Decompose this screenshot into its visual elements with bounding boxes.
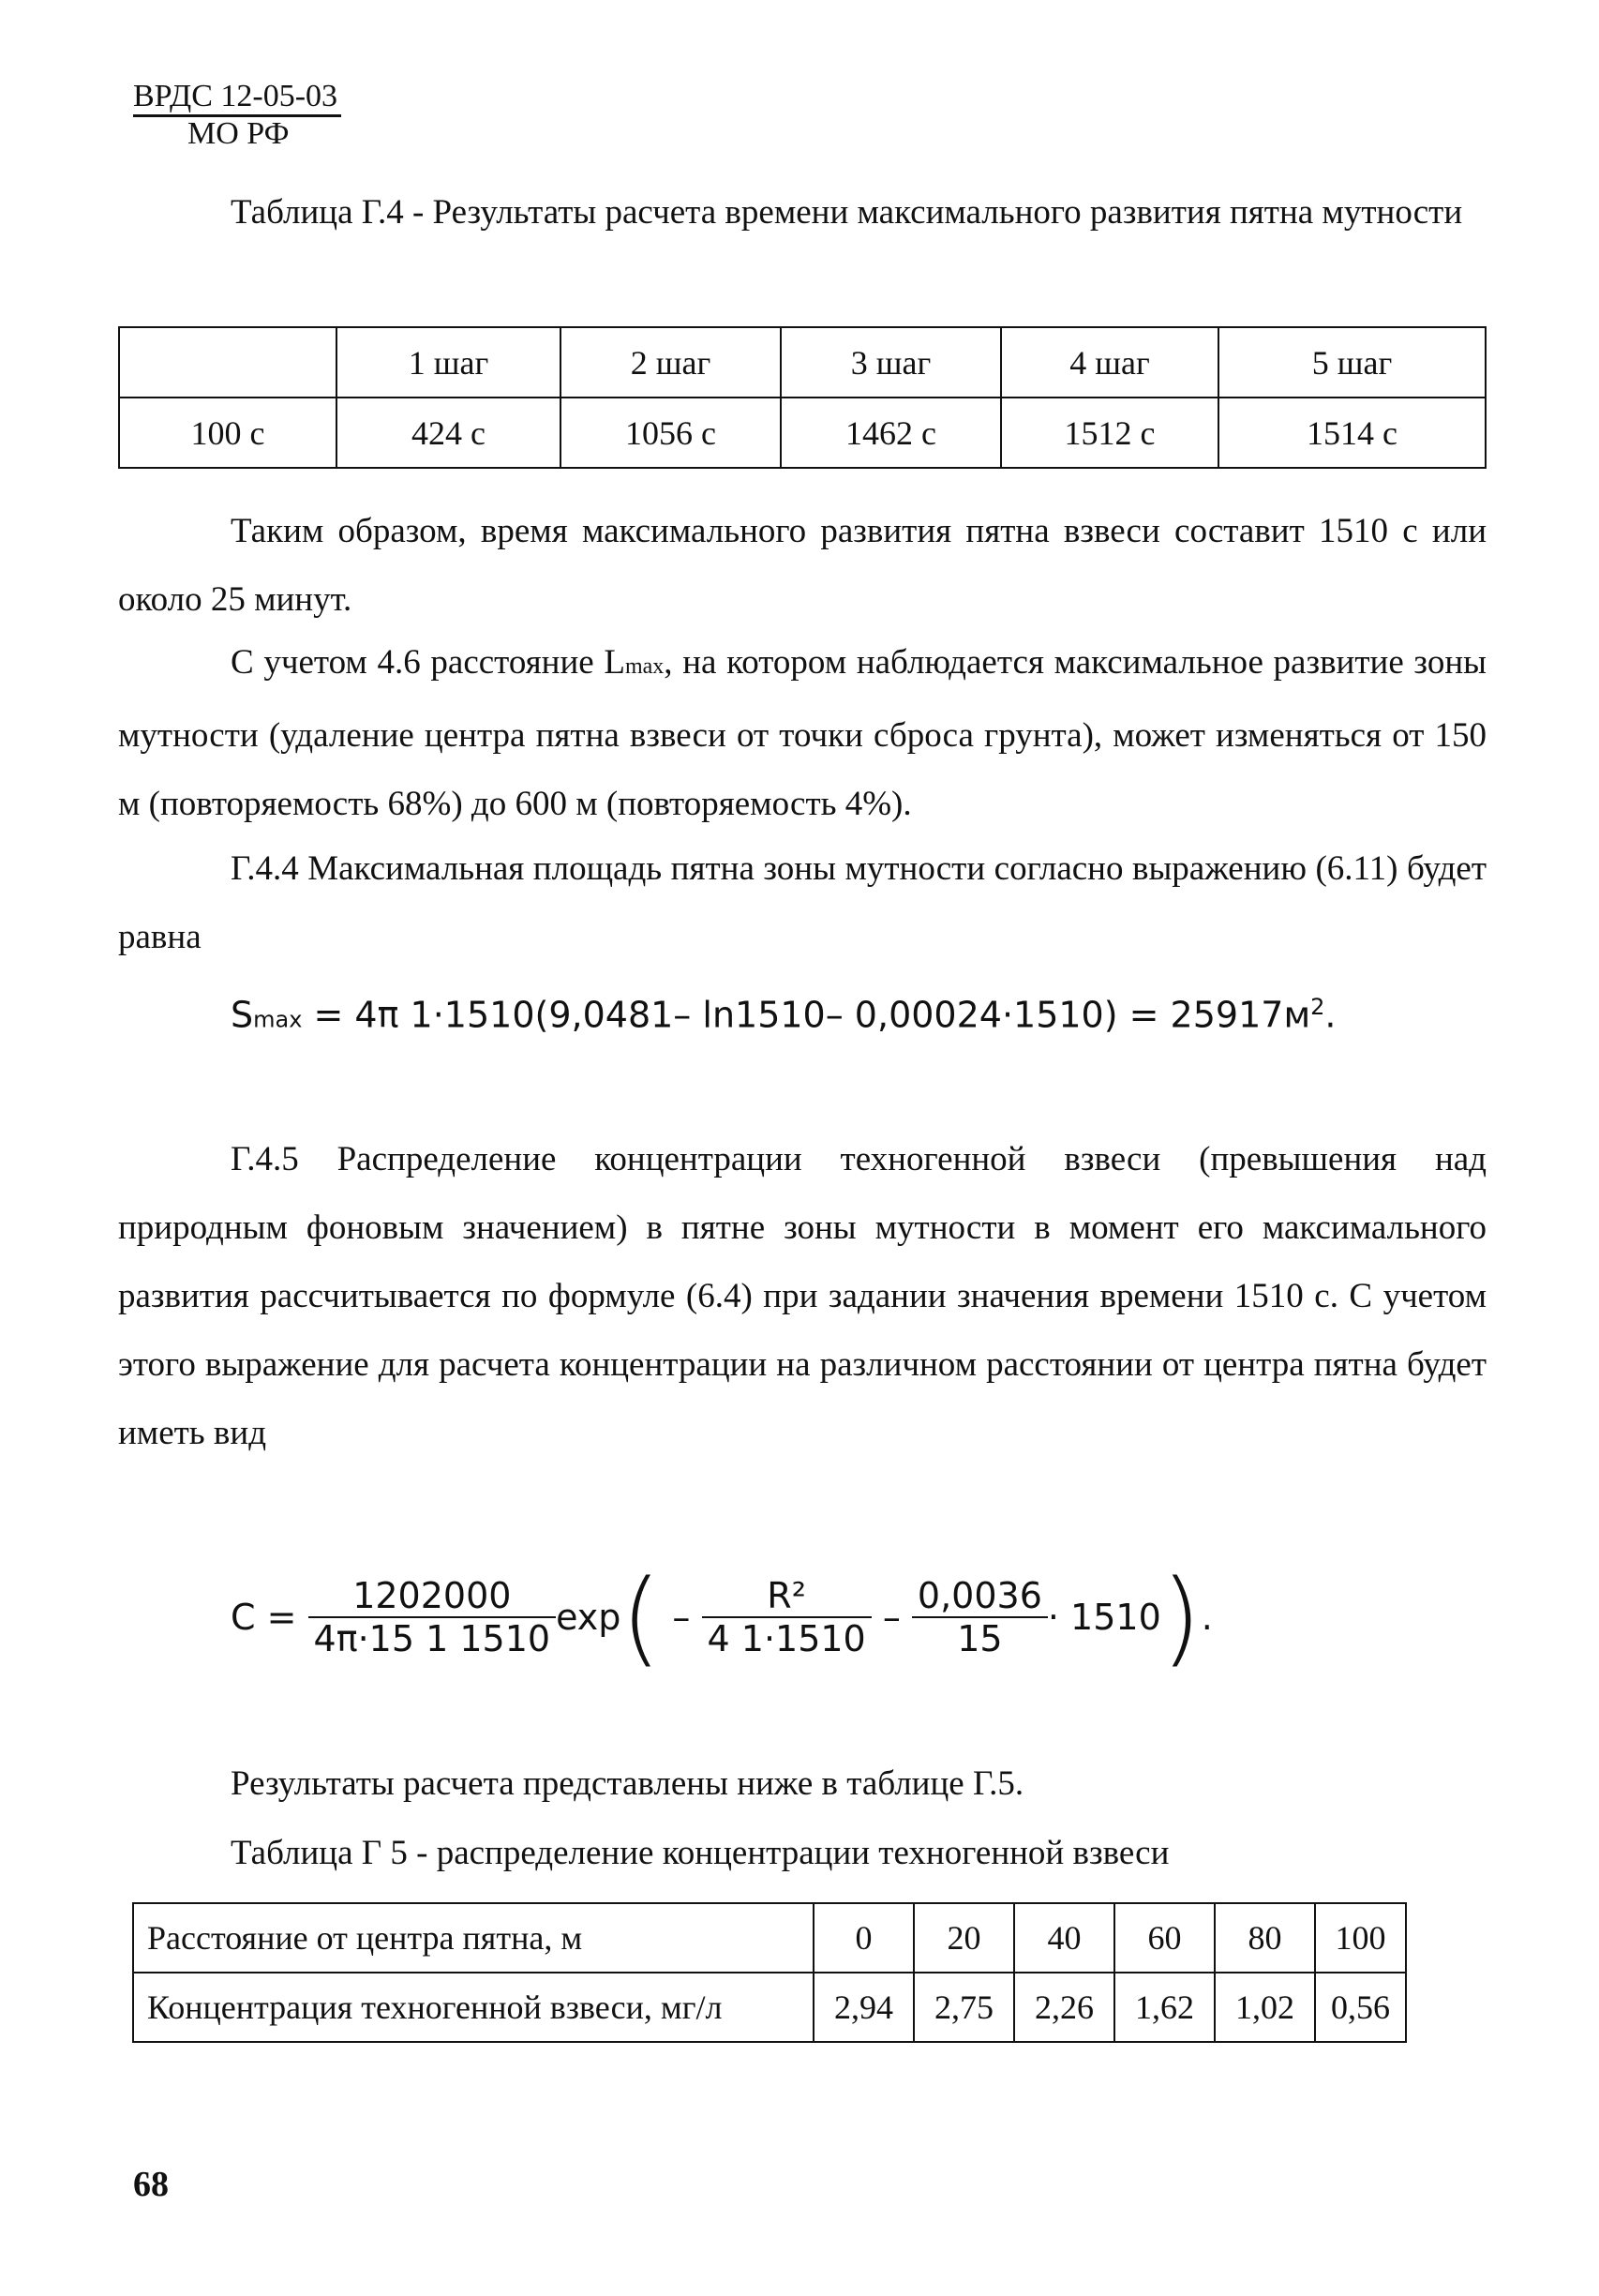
formula-tail: .	[1201, 1597, 1213, 1638]
numerator: 1202000	[308, 1575, 557, 1618]
formula-area	[231, 994, 1337, 1036]
table4-caption: Таблица Г.4 - Результаты расчета времени максимального развития пятна мутности	[231, 193, 1463, 232]
table-cell: 424 с	[336, 398, 560, 468]
table-cell: 1056 с	[560, 398, 781, 468]
fraction	[308, 1575, 557, 1659]
formula-subscript: max	[253, 1006, 303, 1033]
formula-lhs: C =	[231, 1597, 297, 1638]
table-cell: 0,56	[1315, 1973, 1406, 2042]
denominator: 15	[957, 1618, 1003, 1659]
table-cell: 100 с	[119, 398, 336, 468]
formula-tail: .	[1324, 994, 1337, 1036]
table-cell: 2,75	[914, 1973, 1014, 2042]
right-paren: )	[1160, 1557, 1202, 1677]
numerator: 0,0036	[912, 1575, 1048, 1618]
formula-exp: exp	[556, 1597, 621, 1638]
formula-multiplier: · 1510	[1047, 1597, 1161, 1638]
paragraph-distribution: Г.4.5 Распределение концентрации техногенной взвеси (превышения над природным фоновым значением) в пятне зоны мутности в момент его максимального развития рассчитывается по формуле (6.4) при задании значения времени 1510 с. С учетом этого выражение для расчета концентрации на различном расстоянии от центра пятна будет иметь вид	[118, 1140, 1487, 1452]
table4-data-row	[119, 398, 1486, 468]
table-cell: 100	[1315, 1903, 1406, 1973]
formula-minus: –	[672, 1597, 691, 1638]
table-cell: 1 шаг	[336, 327, 560, 398]
formula-concentration	[231, 1557, 1213, 1677]
paragraph-conclusion: Таким образом, время максимального развития пятна взвеси составит 1510 с или около 25 минут.	[118, 512, 1487, 619]
paragraph-text: С учетом 4.6 расстояние L	[231, 643, 625, 682]
paragraph-area: Г.4.4 Максимальная площадь пятна зоны мутности согласно выражению (6.11) будет равна	[118, 849, 1487, 956]
table-cell: 1514 с	[1218, 398, 1486, 468]
fraction	[702, 1575, 872, 1659]
table-cell: 0	[814, 1903, 914, 1973]
formula-superscript: 2	[1310, 994, 1325, 1020]
page-number: 68	[133, 2165, 169, 2204]
table-cell: 1,02	[1215, 1973, 1315, 2042]
table-cell: 4 шаг	[1001, 327, 1218, 398]
table4-header-row	[119, 327, 1486, 398]
paragraph-results: Результаты расчета представлены ниже в таблице Г.5.	[231, 1764, 1024, 1803]
left-paren: (	[620, 1557, 662, 1677]
table4	[118, 326, 1487, 469]
document-code: ВРДС 12-05-03	[133, 79, 341, 117]
denominator: 4 1·1510	[707, 1618, 866, 1659]
paragraph-text: , на котором наблюдается максимальное развитие зоны мутности (удаление центра пятна взвеси от точки сброса грунта), может изменяться от 150 м (повторяемость 68%) до 600 м (повторяемость 4%).	[118, 643, 1487, 823]
formula-body: = 4π 1·1510(9,0481– ln1510– 0,00024·1510) = 25917м	[302, 994, 1311, 1036]
formula-lhs: S	[231, 994, 254, 1036]
fraction	[912, 1575, 1048, 1659]
numerator: R²	[702, 1575, 872, 1618]
table5	[132, 1902, 1407, 2043]
table-cell	[119, 327, 336, 398]
table-row-label: Расстояние от центра пятна, м	[133, 1903, 814, 1973]
table5-concentration-row	[133, 1973, 1406, 2042]
table-cell: 2,94	[814, 1973, 914, 2042]
table-cell: 2 шаг	[560, 327, 781, 398]
table-cell: 1,62	[1114, 1973, 1215, 2042]
table-cell: 80	[1215, 1903, 1315, 1973]
formula-minus: –	[882, 1597, 901, 1638]
paragraph-distance	[118, 628, 1487, 838]
table-row-label: Концентрация техногенной взвеси, мг/л	[133, 1973, 814, 2042]
table-cell: 40	[1014, 1903, 1114, 1973]
organization: МО РФ	[187, 116, 290, 151]
denominator: 4π·15 1 1510	[313, 1618, 551, 1659]
table-cell: 5 шаг	[1218, 327, 1486, 398]
table5-caption: Таблица Г 5 - распределение концентрации техногенной взвеси	[231, 1834, 1170, 1872]
table-cell: 60	[1114, 1903, 1215, 1973]
subscript: max	[624, 654, 665, 679]
table5-distance-row	[133, 1903, 1406, 1973]
table-cell: 1512 с	[1001, 398, 1218, 468]
table-cell: 1462 с	[781, 398, 1001, 468]
table-cell: 2,26	[1014, 1973, 1114, 2042]
table-cell: 3 шаг	[781, 327, 1001, 398]
table-cell: 20	[914, 1903, 1014, 1973]
